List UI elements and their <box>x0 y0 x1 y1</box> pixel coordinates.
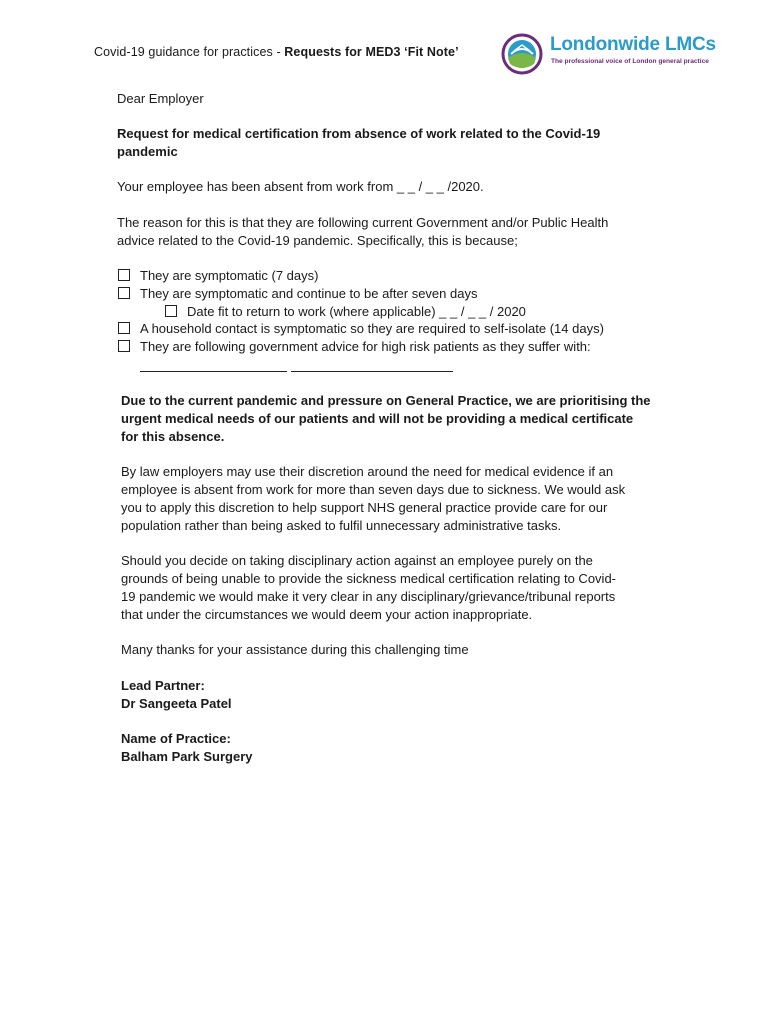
option-high-risk: They are following government advice for high risk patients as they suffer with: <box>140 339 591 354</box>
absent-date-line: Your employee has been absent from work from _ _ / _ _ /2020. <box>117 179 484 194</box>
disciplinary-line-2: grounds of being unable to provide the sickness medical certification relating to Covid- <box>121 571 616 586</box>
option-household-contact: A household contact is symptomatic so they are required to self-isolate (14 days) <box>140 321 604 336</box>
condition-blank-line-1[interactable] <box>140 371 287 372</box>
logo-emblem-icon <box>500 32 544 76</box>
logo-tagline: The professional voice of London general practice <box>551 58 709 65</box>
practice-name: Balham Park Surgery <box>121 749 253 764</box>
reason-line-2: advice related to the Covid-19 pandemic. Specifically, this is because; <box>117 233 518 248</box>
document-header <box>94 45 459 59</box>
high-risk-checkbox[interactable] <box>118 340 130 352</box>
option-symptomatic-continuing: They are symptomatic and continue to be after seven days <box>140 286 478 301</box>
practice-label: Name of Practice: <box>121 731 231 746</box>
reason-line-1: The reason for this is that they are following current Government and/or Public Health <box>117 215 609 230</box>
notice-line-1: Due to the current pandemic and pressure on General Practice, we are prioritising the <box>121 393 651 408</box>
option-return-date: Date fit to return to work (where applicable) _ _ / _ _ / 2020 <box>187 304 526 319</box>
header-title-prefix: Covid-19 guidance for practices - <box>94 45 285 59</box>
thanks-line: Many thanks for your assistance during this challenging time <box>121 642 469 657</box>
lead-partner-label: Lead Partner: <box>121 678 205 693</box>
return-date-checkbox[interactable] <box>165 305 177 317</box>
logo-name: Londonwide LMCs <box>550 34 716 55</box>
option-symptomatic: They are symptomatic (7 days) <box>140 268 319 283</box>
symptomatic-continuing-checkbox[interactable] <box>118 287 130 299</box>
law-line-1: By law employers may use their discretion around the need for medical evidence if an <box>121 464 614 479</box>
disciplinary-line-3: 19 pandemic we would make it very clear in any disciplinary/grievance/tribunal reports <box>121 589 616 604</box>
subject-line-2: pandemic <box>117 144 178 159</box>
notice-line-2: urgent medical needs of our patients and will not be providing a medical certificate <box>121 411 634 426</box>
law-line-3: you to apply this discretion to help support NHS general practice provide care for our <box>121 500 608 515</box>
notice-line-3: for this absence. <box>121 429 225 444</box>
symptomatic-checkbox[interactable] <box>118 269 130 281</box>
header-title-bold: Requests for MED3 ‘Fit Note’ <box>284 45 459 59</box>
law-line-2: employee is absent from work for more than seven days due to sickness. We would ask <box>121 482 626 497</box>
salutation: Dear Employer <box>117 91 204 106</box>
disciplinary-line-1: Should you decide on taking disciplinary action against an employee purely on the <box>121 553 593 568</box>
lead-partner-name: Dr Sangeeta Patel <box>121 696 232 711</box>
condition-blank-line-2[interactable] <box>291 371 453 372</box>
household-contact-checkbox[interactable] <box>118 322 130 334</box>
subject-line-1: Request for medical certification from absence of work related to the Covid-19 <box>117 126 601 141</box>
disciplinary-line-4: that under the circumstances we would deem your action inappropriate. <box>121 607 533 622</box>
law-line-4: population rather than being asked to fulfil unnecessary administrative tasks. <box>121 518 562 533</box>
londonwide-lmcs-logo <box>500 32 716 76</box>
